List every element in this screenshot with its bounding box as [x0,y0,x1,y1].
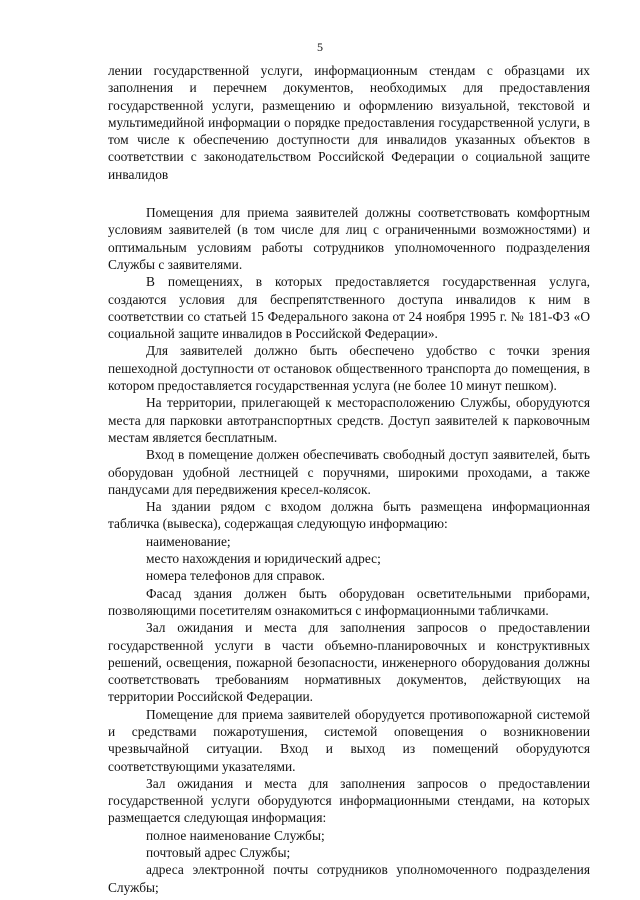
paragraph: Зал ожидания и места для заполнения запросов о предоставлении государственной услуги оборудуются информационными стендами, на которых размещается следующая информация: [108,775,590,826]
paragraph: Зал ожидания и места для заполнения запросов о предоставлении государственной услуги в части объемно-планировочных и конструктивных решений, освещения, пожарной безопасности, инженерного оборудования должны соответствовать требованиям нормативных документов, действующих на территории Российской Федерации. [108,620,590,705]
paragraph: Для заявителей должно быть обеспечено удобство с точки зрения пешеходной доступности от остановок общественного транспорта до помещения, в котором предоставляется государственная услуга (не более 10 минут пешком). [108,343,590,394]
list-item: почтовый адрес Службы; [146,845,291,861]
paragraph-gap [108,183,590,204]
paragraph-continuation: лении государственной услуги, информационным стендам с образцами их заполнения и перечнем документов, необходимых для предоставления государственной услуги, размещению и оформлению визуальной, текстовой и мультимедийной информации о порядке предоставления государственной услуги, в том числе к обеспечению доступности для инвалидов указанных объектов в соответствии с законодательством Российской Федерации о социальной защите инвалидов [108,63,590,182]
paragraph: Вход в помещение должен обеспечивать свободный доступ заявителей, быть оборудован удобной лестницей с поручнями, широкими проходами, а также пандусами для передвижения кресел-колясок. [108,447,590,497]
paragraph: На территории, прилегающей к месторасположению Службы, оборудуются места для парковки автотранспортных средств. Доступ заявителей к парковочным местам является бесплатным. [108,395,590,445]
paragraph: В помещениях, в которых предоставляется государственная услуга, создаются условия для беспрепятственного доступа инвалидов к ним в соответствии со статьей 15 Федерального закона от 24 ноября 1995 г. № 181-ФЗ «О социальной защите инвалидов в Российской Федерации». [108,274,590,342]
list-item: место нахождения и юридический адрес; [146,551,381,567]
paragraph: Помещение для приема заявителей оборудуется противопожарной системой и средствами пожаротушения, системой оповещения о возникновении чрезвычайной ситуации. Вход и выход из помещений оборудуются соответствующими указателями. [108,706,590,774]
document-body [108,62,590,896]
paragraph: Фасад здания должен быть оборудован осветительными приборами, позволяющими посетителям ознакомиться с информационными табличками. [108,585,590,618]
list-item: адреса электронной почты сотрудников уполномоченного подразделения Службы; [108,862,590,895]
list-item: номера телефонов для справок. [146,568,326,584]
paragraph: Помещения для приема заявителей должны соответствовать комфортным условиям заявителей (в том числе для лиц с ограниченными возможностями) и оптимальным условиям работы сотрудников уполномоченного подразделения Службы с заявителями. [108,205,590,272]
paragraph: На здании рядом с входом должна быть размещена информационная табличка (вывеска), содержащая следующую информацию: [108,499,590,532]
list-item: полное наименование Службы; [146,827,325,843]
page-number: 5 [317,40,323,54]
list-item: наименование; [146,533,231,549]
